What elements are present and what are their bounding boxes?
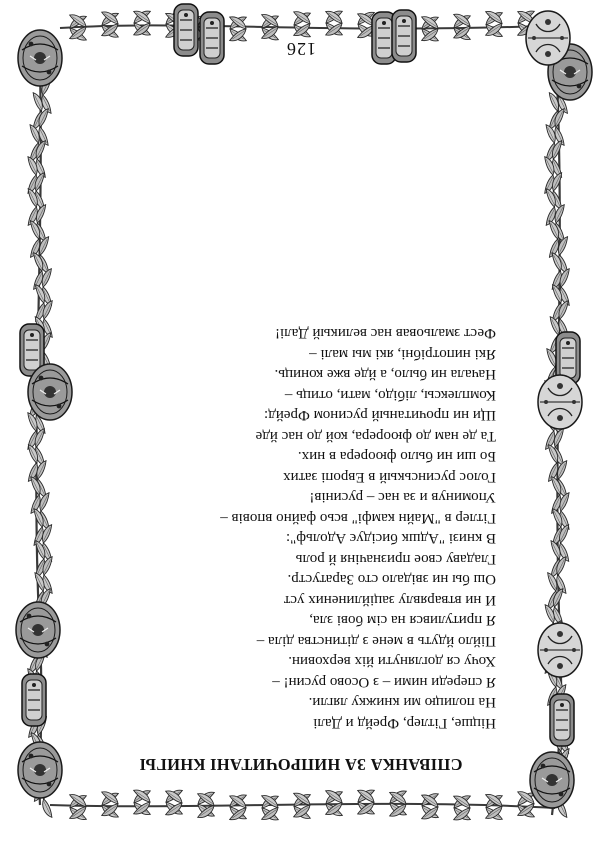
poem-line: Ніцше, Гітлер, Фрейд и Далі: [313, 715, 496, 731]
poem-line: Начала ни было, а йде вже кониць.: [274, 366, 496, 383]
poem-line: Комплексы, лібідо, мати, отиць –: [284, 387, 496, 403]
poem-line: Ош бы ни звідало сто Заратустр.: [287, 571, 496, 588]
poem-line: Фест змальовав нас великый Далі!: [274, 325, 496, 342]
poem-line: В книзі "Адшк бисідує Адольф":: [285, 530, 496, 547]
easter-egg-ornament: [18, 30, 62, 86]
easter-egg-ornament: [530, 752, 574, 808]
poem-title: СПІВАНКА ЗА НИПРОЧИТАНІ КНИГЫ: [139, 755, 463, 774]
bottom-vine-border: [50, 788, 555, 823]
easter-egg-ornament: [18, 742, 62, 798]
carved-figure-ornament: [550, 694, 574, 746]
poem-line: Пійло йдуть в мене з дітинства діла –: [256, 633, 496, 649]
poem-line: И ни втварявлу заційлинених уст: [283, 592, 496, 608]
easter-egg-ornament: [28, 364, 72, 420]
poem-body: [220, 323, 496, 733]
page-number: 126: [286, 39, 316, 59]
poem-line: Хочу ся доглянути йіх верховин.: [288, 653, 496, 670]
easter-egg-ornament: [526, 11, 570, 65]
poem-line: На полицю ми книжку лягли.: [308, 694, 496, 711]
poem-line: Щи ни прочитаный русином Фрейд:: [263, 407, 496, 424]
poem-line: Я спереди ними – з Осово русин! –: [272, 674, 496, 690]
poem-line: Та де нам до фюорера, кой до нас йде: [255, 428, 496, 444]
upside-down-text-block: [78, 30, 524, 790]
easter-egg-ornament: [538, 375, 582, 429]
poem-line: Гітлер в "Майн камфі" всьо файно вповів –: [220, 510, 496, 526]
poem-line: Голос русинськый в Европі затих: [283, 469, 496, 485]
easter-egg-ornament: [538, 623, 582, 677]
poem-line: Я притулився на сім бові зла,: [309, 612, 496, 629]
poem-line: Які нипотрібні, які мы малі –: [309, 346, 496, 362]
carved-figure-ornament: [22, 674, 46, 726]
poem-line: Упоминув и за нас – русинів!: [309, 489, 496, 506]
easter-egg-ornament: [16, 602, 60, 658]
poem-line: Гладаву свое призначіня й роль: [295, 551, 496, 567]
poem-line: Бо ши ни было фюорера в них.: [297, 448, 496, 465]
leaf-ornament: [39, 798, 54, 818]
